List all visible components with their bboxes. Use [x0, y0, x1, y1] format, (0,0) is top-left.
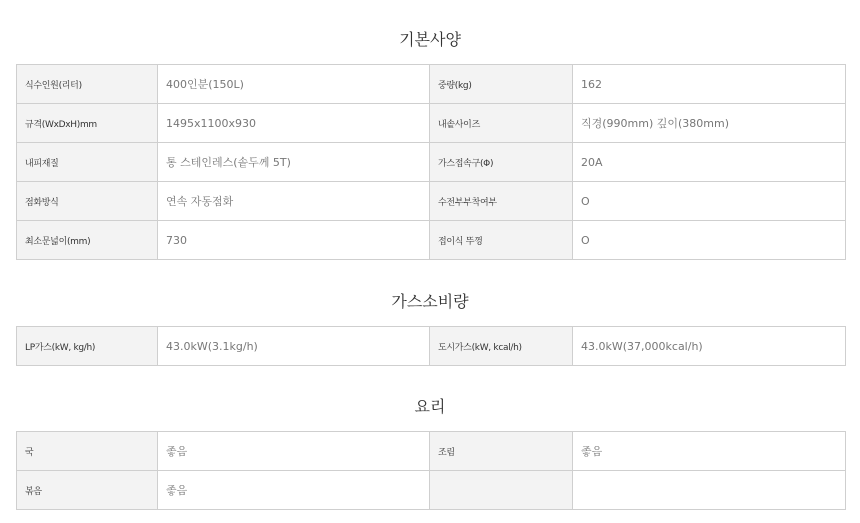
spec-label: 중량(kg): [430, 65, 573, 104]
spec-value: O: [573, 221, 846, 260]
table-row: [17, 143, 846, 182]
gas-consumption-table: [16, 326, 846, 366]
spec-label: 볶음: [17, 471, 158, 510]
spec-label: 국: [17, 432, 158, 471]
table-row: [17, 65, 846, 104]
spec-label: 도시가스(kW, kcal/h): [430, 327, 573, 366]
spec-value: 좋음: [158, 432, 430, 471]
spec-label: 가스접속구(Φ): [430, 143, 573, 182]
spec-value: O: [573, 182, 846, 221]
basic-spec-table: [16, 64, 846, 260]
spec-value: 43.0kW(37,000kcal/h): [573, 327, 846, 366]
spec-label: 점화방식: [17, 182, 158, 221]
cooking-table: [16, 431, 846, 510]
spec-label: 내피재질: [17, 143, 158, 182]
spec-value: 43.0kW(3.1kg/h): [158, 327, 430, 366]
spec-value: 연속 자동점화: [158, 182, 430, 221]
spec-value: 20A: [573, 143, 846, 182]
spec-label: 내솥사이즈: [430, 104, 573, 143]
spec-value: 730: [158, 221, 430, 260]
spec-value: 직경(990mm) 깊이(380mm): [573, 104, 846, 143]
spec-value: 통 스테인레스(솥두께 5T): [158, 143, 430, 182]
table-row: [17, 104, 846, 143]
spec-value: 400인분(150L): [158, 65, 430, 104]
spec-value: 좋음: [573, 432, 846, 471]
gas-consumption-title: 가스소비량: [391, 292, 469, 311]
spec-label: 최소문넓이(mm): [17, 221, 158, 260]
table-row: [17, 432, 846, 471]
spec-label: 접이식 뚜껑: [430, 221, 573, 260]
spec-label: 수전부부착여부: [430, 182, 573, 221]
basic-spec-title: 기본사양: [399, 30, 461, 49]
cooking-title: 요리: [414, 397, 446, 416]
table-row: [17, 327, 846, 366]
spec-label: 규격(WxDxH)mm: [17, 104, 158, 143]
spec-label: 조림: [430, 432, 573, 471]
spec-label: LP가스(kW, kg/h): [17, 327, 158, 366]
spec-label: [430, 471, 573, 510]
spec-value: [573, 471, 846, 510]
spec-value: 162: [573, 65, 846, 104]
table-row: [17, 182, 846, 221]
table-row: [17, 471, 846, 510]
spec-value: 좋음: [158, 471, 430, 510]
spec-value: 1495x1100x930: [158, 104, 430, 143]
table-row: [17, 221, 846, 260]
spec-label: 식수인원(리터): [17, 65, 158, 104]
